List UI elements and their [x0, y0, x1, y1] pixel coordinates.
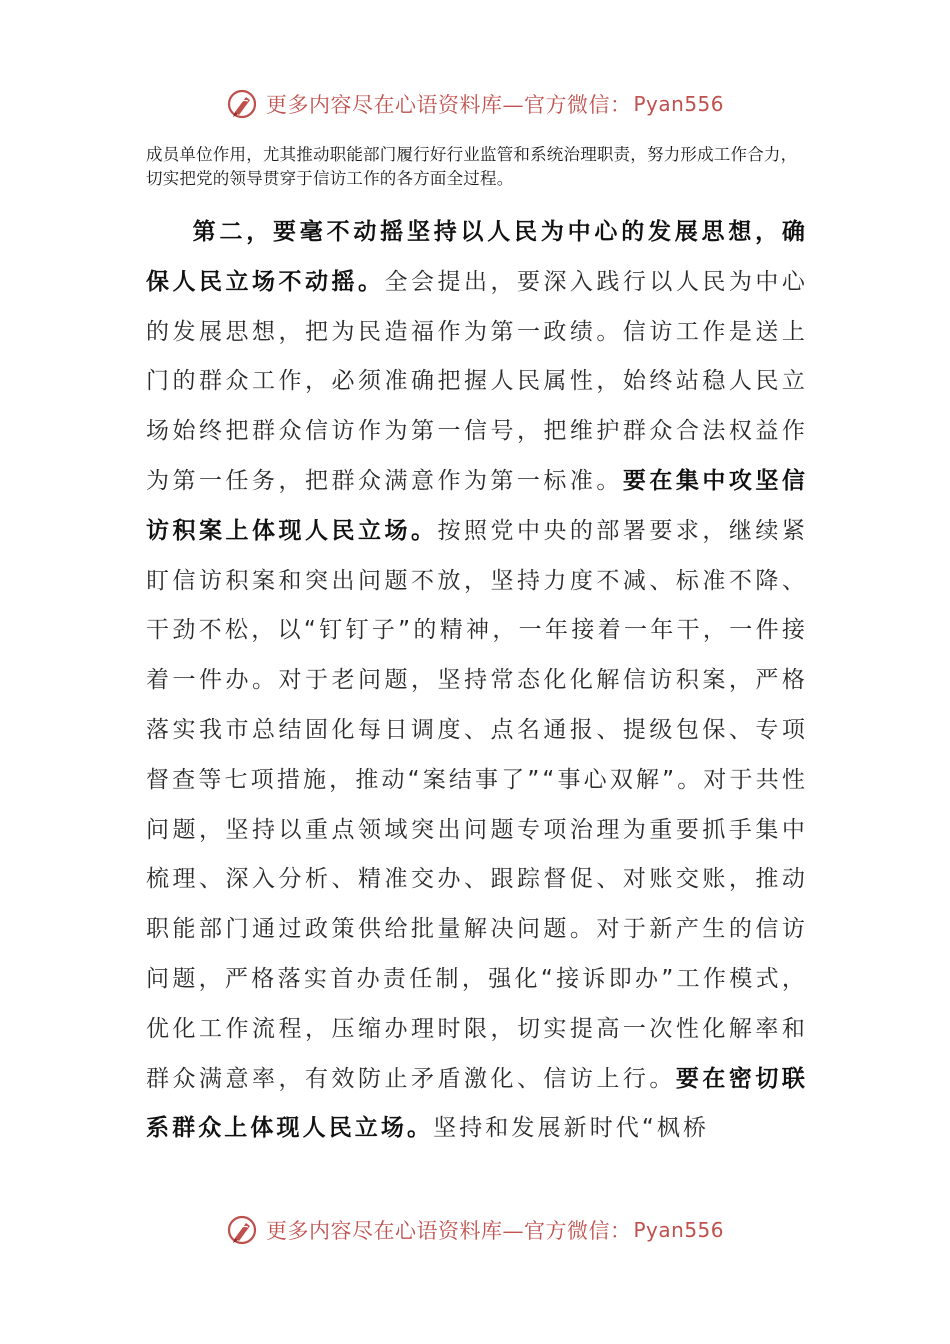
wechat-id: Pyan556	[633, 1218, 724, 1242]
paragraph-2: 按照党中央的部署要求，继续紧盯信访积案和突出问题不放，坚持力度不减、标准不降、干劲不松，以“钉钉子”的精神，一年接着一年干，一件接着一件办。对于老问题，坚持常态化化解信访积案，严格落实我市总结固化每日调度、点名通报、提级包保、专项督查等七项措施，推动“案结事了”“事心双解”。对于共性问题，坚持以重点领域突出问题专项治理为重要抓手集中梳理、深入分析、精准交办、跟踪督促、对账交账，推动职能部门通过政策供给批量解决问题。对于新产生的信访问题，严格落实首办责任制，强化“接诉即办”工作模式，优化工作流程，压缩办理时限，切实提高一次性化解率和群众满意率，有效防止矛盾激化、信访上行。	[146, 517, 808, 1092]
paragraph-1: 全会提出，要深入践行以人民为中心的发展思想，把为民造福作为第一政绩。信访工作是送上门的群众工作，必须准确把握人民属性，始终站稳人民立场始终把群众信访作为第一信号，把维护群众合法权益作为第一任务，把群众满意作为第一标准。	[146, 268, 808, 494]
banner-text: 更多内容尽在心语资料库—官方微信：	[265, 1219, 632, 1243]
section-heading: 第二，要毫不动摇坚持以人民为中心的发展思想，确保人民立场不动摇。	[146, 219, 808, 295]
lead-paragraph: 成员单位作用，尤其推动职能部门履行好行业监管和系统治理职责，努力形成工作合力，切实把党的领导贯穿于信访工作的各方面全过程。	[146, 145, 798, 188]
wechat-id: Pyan556	[633, 92, 724, 116]
pen-nib-icon	[226, 1214, 258, 1246]
subheading-2: 要在密切联系群众上体现人民立场。	[146, 1065, 809, 1142]
section-body	[146, 208, 808, 1154]
header-banner	[0, 84, 950, 124]
pen-nib-icon	[226, 88, 258, 120]
paragraph-3: 坚持和发展新时代“枫桥	[433, 1115, 710, 1142]
banner-text: 更多内容尽在心语资料库—官方微信：	[265, 93, 632, 117]
footer-banner	[0, 1210, 950, 1250]
subheading-1: 要在集中攻坚信访积案上体现人民立场。	[146, 467, 808, 544]
